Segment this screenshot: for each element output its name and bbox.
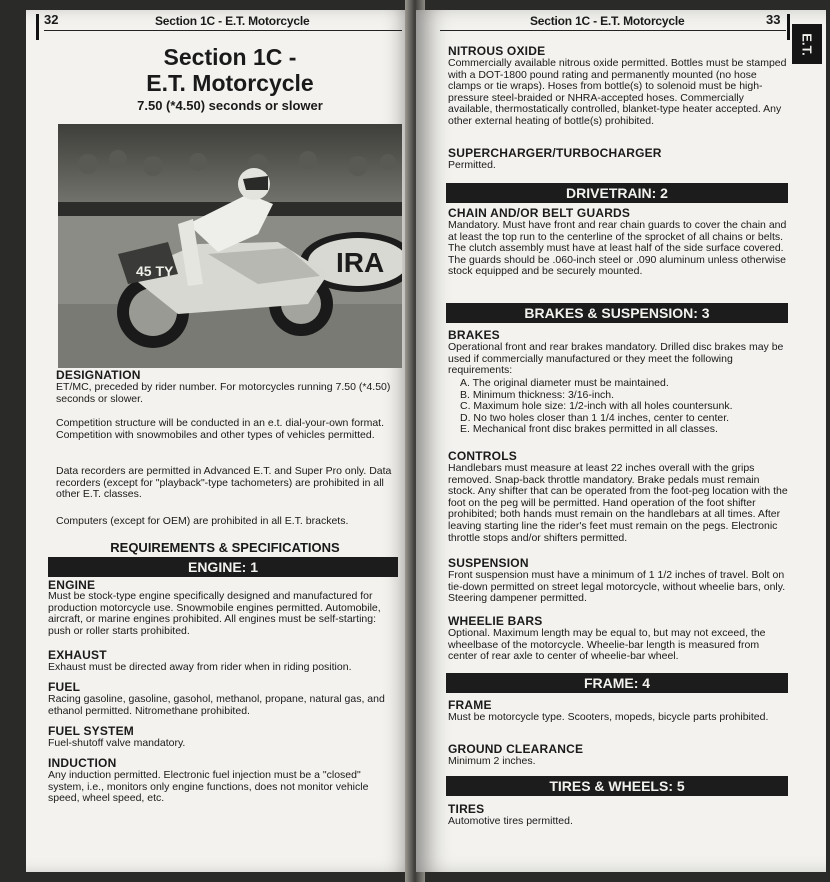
controls-text: Handlebars must measure at least 22 inches overall with the grips removed. Snap-back throttle mandatory. Brake pedals must remain stock. Any shifter that can be operated from the foot-peg location with the foot on the peg will be permitted. Hand operation of the foot shifter prohibited; both hands must remain on the handlebars at all times. After leaving starting line the rider's feet must remain on the pegs. Electronic throttle stops and/or shifters permitted. bbox=[448, 462, 788, 544]
motorcycle-photo-art bbox=[58, 124, 402, 368]
nitrous-heading: NITROUS OXIDE bbox=[448, 44, 546, 58]
brakes-item: B. Minimum thickness: 3/16-inch. bbox=[460, 388, 615, 401]
wheelie-bars-heading: WHEELIE BARS bbox=[448, 614, 543, 628]
supercharger-text: Permitted. bbox=[448, 159, 496, 171]
brakes-suspension-band: BRAKES & SUSPENSION: 3 bbox=[446, 303, 788, 323]
computers-text: Computers (except for OEM) are prohibited in all E.T. brackets. bbox=[56, 515, 349, 527]
section-title-line1: Section 1C - bbox=[163, 44, 297, 70]
engine-text: Must be stock-type engine specifically designed and manufactured for production motorcycle use. Snowmobile engines permitted. Automobile, aircraft, or marine engines prohibited. All engines must be self-starting: push or roller starts prohibited. bbox=[48, 590, 381, 637]
brakes-item: C. Maximum hole size: 1/2-inch with all holes countersunk. bbox=[460, 400, 733, 413]
right-page-number: 33 bbox=[766, 12, 781, 27]
brakes-heading: BRAKES bbox=[448, 328, 500, 342]
competition-text: Competition structure will be conducted in an e.t. dial-your-own format. Competition with snowmobiles and other types of vehicles permitted. bbox=[56, 417, 384, 441]
designation-heading: DESIGNATION bbox=[56, 368, 141, 382]
wheelie-bars-text: Optional. Maximum length may be equal to, but may not exceed, the wheelbase of the motorcycle. Wheelie-bar length is measured from center of rear axle to center of wheelie-bar wheel. bbox=[448, 627, 766, 663]
exhaust-text: Exhaust must be directed away from rider when in riding position. bbox=[48, 661, 352, 673]
supercharger-heading: SUPERCHARGER/TURBOCHARGER bbox=[448, 146, 662, 160]
induction-text: Any induction permitted. Electronic fuel injection must be a "closed" system, i.e., monitors only engine functions, does not monitor vehicle speed, wheel speed, etc. bbox=[48, 769, 369, 805]
brakes-item: A. The original diameter must be maintained. bbox=[460, 377, 669, 389]
tires-wheels-band: TIRES & WHEELS: 5 bbox=[446, 776, 788, 796]
nitrous-text: Commercially available nitrous oxide permitted. Bottles must be stamped with a DOT-1800 pound rating and permanently mounted (no hose clamps or tie wraps). Hoses from bottle(s) to solenoid must be high-pressure steel-braided or NHRA-accepted hoses. Commercially available, thermostatically controlled, blanket-type heater accepted. Any other external heating of bottle(s) prohibited. bbox=[448, 57, 787, 127]
suspension-heading: SUSPENSION bbox=[448, 556, 529, 570]
side-tab-label: E.T. bbox=[799, 32, 815, 56]
photo-bike-plate: 45 TY bbox=[136, 263, 174, 279]
ground-clearance-text: Minimum 2 inches. bbox=[448, 755, 536, 767]
right-running-head: Section 1C - E.T. Motorcycle bbox=[530, 14, 685, 28]
brakes-text: Operational front and rear brakes mandatory. Drilled disc brakes may be used if commercially manufactured or they meet the following requirements: bbox=[448, 341, 784, 377]
ground-clearance-heading: GROUND CLEARANCE bbox=[448, 742, 584, 756]
controls-heading: CONTROLS bbox=[448, 449, 517, 463]
section-title-line2: E.T. Motorcycle bbox=[146, 70, 314, 96]
induction-heading: INDUCTION bbox=[48, 756, 117, 770]
fuel-system-text: Fuel-shutoff valve mandatory. bbox=[48, 737, 186, 749]
right-head-rule bbox=[440, 30, 786, 31]
brakes-requirements-list bbox=[448, 378, 788, 436]
requirements-title: REQUIREMENTS & SPECIFICATIONS bbox=[110, 540, 340, 555]
left-running-head: Section 1C - E.T. Motorcycle bbox=[155, 14, 310, 28]
engine-band: ENGINE: 1 bbox=[48, 557, 398, 577]
left-page-number: 32 bbox=[44, 12, 59, 27]
frame-heading: FRAME bbox=[448, 698, 492, 712]
fuel-heading: FUEL bbox=[48, 680, 81, 694]
drivetrain-band: DRIVETRAIN: 2 bbox=[446, 183, 788, 203]
fuel-text: Racing gasoline, gasoline, gasohol, methanol, propane, natural gas, and ethanol permitted. Nitromethane prohibited. bbox=[48, 693, 385, 717]
frame-text: Must be motorcycle type. Scooters, mopeds, bicycle parts prohibited. bbox=[448, 711, 769, 723]
section-side-tab bbox=[792, 24, 822, 64]
right-rule bbox=[787, 14, 790, 40]
chain-guards-text: Mandatory. Must have front and rear chain guards to cover the chain and at least the top run to the centerline of the sprocket of all chains or belts. The clutch assembly must have at least half of the side surface covered. The guards should be .060-inch steel or .090 aluminum unless otherwise stock equipped and be securely mounted. bbox=[448, 219, 787, 278]
section-subtitle: 7.50 (*4.50) seconds or slower bbox=[137, 98, 323, 113]
chain-guards-heading: CHAIN AND/OR BELT GUARDS bbox=[448, 206, 631, 220]
brakes-item: E. Mechanical front disc brakes permitted in all classes. bbox=[460, 423, 718, 436]
suspension-text: Front suspension must have a minimum of 1 1/2 inches of travel. Bolt on tie-down permitted on street legal motorcycle, without wheelie bars, only. Steering dampener permitted. bbox=[448, 569, 786, 605]
fuel-system-heading: FUEL SYSTEM bbox=[48, 724, 134, 738]
data-recorders-text: Data recorders are permitted in Advanced E.T. and Super Pro only. Data recorders (except for "playback"-type tachometers) are prohibited in all other E.T. classes. bbox=[56, 465, 392, 501]
engine-heading: ENGINE bbox=[48, 578, 96, 592]
frame-band: FRAME: 4 bbox=[446, 673, 788, 693]
tires-heading: TIRES bbox=[448, 802, 485, 816]
left-rule bbox=[36, 14, 39, 40]
exhaust-heading: EXHAUST bbox=[48, 648, 107, 662]
tires-text: Automotive tires permitted. bbox=[448, 815, 573, 827]
designation-text: ET/MC, preceded by rider number. For motorcycles running 7.50 (*4.50) seconds or slower. bbox=[56, 381, 391, 405]
left-head-rule bbox=[44, 30, 402, 31]
motorcycle-photo bbox=[58, 124, 402, 368]
photo-logo-text: IRA bbox=[336, 247, 385, 278]
brakes-item: D. No two holes closer than 1 1/4 inches, center to center. bbox=[460, 411, 730, 424]
